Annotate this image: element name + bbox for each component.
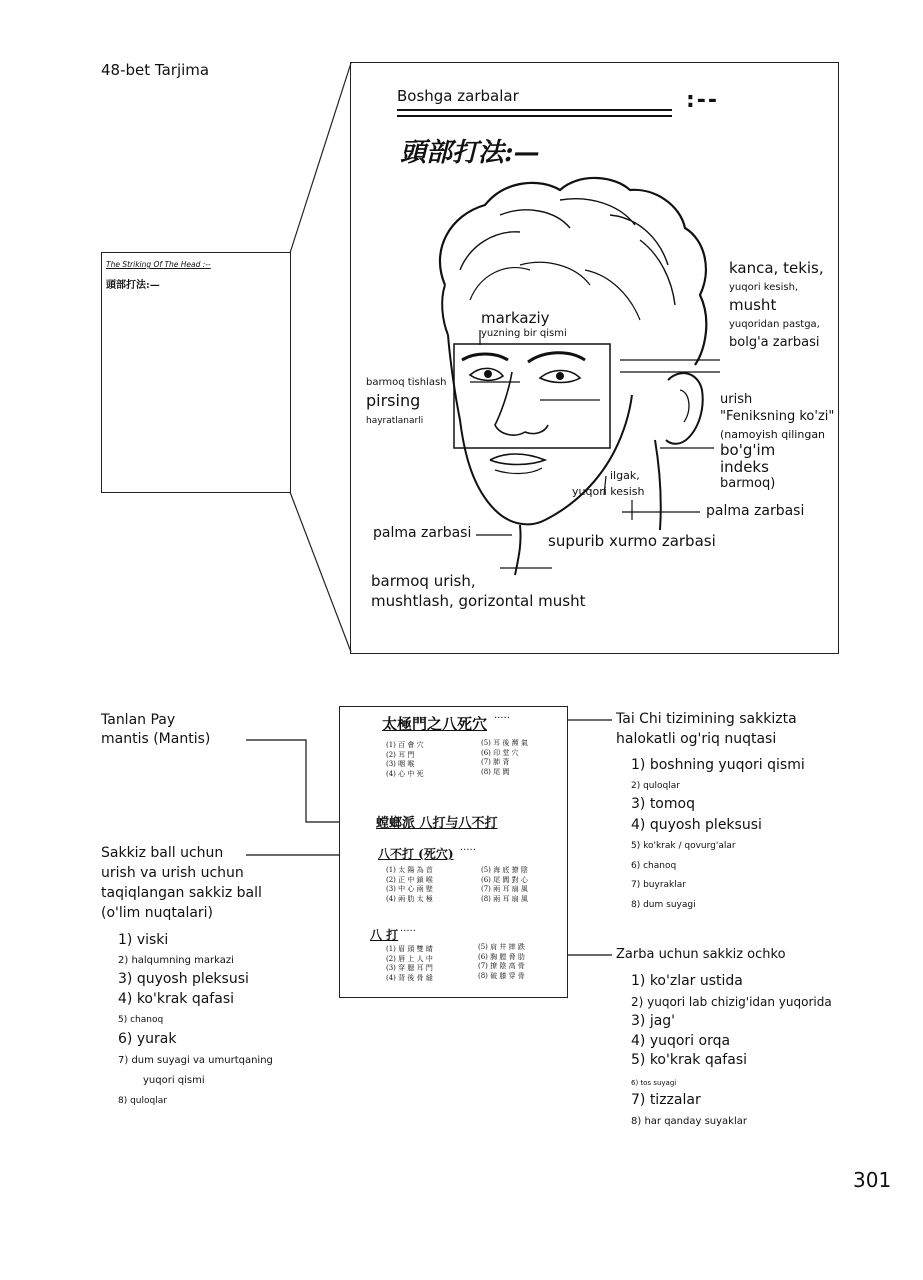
label-yuqori-kesish: yuqori kesish,: [729, 282, 799, 293]
label-urish: urish: [720, 392, 753, 407]
zarba-item-7: 7) tizzalar: [631, 1092, 701, 1108]
note-tai-chi: Tai Chi tizimining sakkizta: [616, 711, 797, 727]
left-item-7: 7) dum suyagi va umurtqaning: [118, 1055, 273, 1066]
label-ilgak: ilgak,: [610, 469, 640, 482]
note-mantis: mantis (Mantis): [101, 731, 211, 747]
cn-heading-4-suffix: ·····: [400, 926, 416, 937]
label-barmoq-tishlash: barmoq tishlash: [366, 377, 447, 388]
zarba-item-5: 5) ko'krak qafasi: [631, 1052, 747, 1068]
tai-item-3: 3) tomoq: [631, 796, 695, 812]
cn-heading-1-suffix: ·····: [494, 713, 510, 724]
zarba-item-8: 8) har qanday suyaklar: [631, 1116, 747, 1127]
cn-heading-3-suffix: ·····: [460, 845, 476, 856]
label-mushtlash: mushtlash, gorizontal musht: [371, 592, 586, 610]
label-bogim: bo'g'im: [720, 441, 776, 459]
label-kanca: kanca, tekis,: [729, 259, 824, 277]
cn-list-3-left: (1) 太 陽 為 首 (2) 正 中 鎖 喉 (3) 中 心 兩 壁 (4) 兩 肋 太 極: [386, 866, 433, 903]
label-bolga: bolg'a zarbasi: [729, 335, 820, 350]
note-urish-va: urish va urish uchun: [101, 865, 244, 881]
left-item-2: 2) halqumning markazi: [118, 955, 234, 966]
zoom-line-top: [290, 63, 351, 253]
label-yuzning: yuzning bir qismi: [481, 328, 567, 339]
tai-item-6: 6) chanoq: [631, 861, 677, 871]
zarba-item-6: 6) tos suyagi: [631, 1079, 677, 1087]
label-palma-right: palma zarbasi: [706, 503, 805, 519]
cn-list-1-left: (1) 百 會 穴 (2) 耳 門 (3) 咽 喉 (4) 心 中 死: [386, 741, 424, 778]
cn-list-4-left: (1) 眉 頭 雙 睛 (2) 唇 上 人 中 (3) 穿 腮 耳 門 (4) 背 後 骨 縫: [386, 945, 433, 982]
left-item-1: 1) viski: [118, 932, 169, 948]
left-item-4: 4) ko'krak qafasi: [118, 991, 234, 1007]
note-tanlan-pay: Tanlan Pay: [101, 712, 176, 728]
cn-heading-1: 太極門之八死穴: [382, 715, 488, 733]
tai-item-2: 2) quloqlar: [631, 781, 680, 791]
left-item-3: 3) quyosh pleksusi: [118, 971, 249, 987]
thumbnail-subtitle: 頭部打法:—: [106, 280, 160, 291]
zarba-item-4: 4) yuqori orqa: [631, 1033, 731, 1049]
label-namoyish: (namoyish qilingan: [720, 428, 826, 441]
note-olim: (o'lim nuqtalari): [101, 905, 214, 921]
figure-title-suffix: :--: [686, 88, 720, 113]
label-yuqoridan: yuqoridan pastga,: [729, 319, 820, 330]
tai-item-4: 4) quyosh pleksusi: [631, 817, 762, 833]
label-supurib: supurib xurmo zarbasi: [548, 532, 716, 550]
tai-item-1: 1) boshning yuqori qismi: [631, 757, 805, 773]
label-pirsing: pirsing: [366, 391, 421, 410]
left-item-8: 8) quloqlar: [118, 1096, 167, 1106]
label-hayratlanarli: hayratlanarli: [366, 416, 424, 426]
label-yuqori-kesish-2: yuqori kesish: [572, 485, 645, 498]
cn-heading-4: 八 打: [370, 928, 399, 942]
left-item-7b: yuqori qismi: [143, 1075, 205, 1086]
zarba-item-3: 3) jag': [631, 1013, 676, 1029]
zoom-line-bottom: [290, 492, 351, 652]
note-halokatli: halokatli og'riq nuqtasi: [616, 731, 777, 747]
left-item-6: 6) yurak: [118, 1031, 177, 1047]
page-number: 301: [853, 1168, 892, 1192]
cn-heading-3: 八不打 (死穴): [378, 847, 454, 861]
label-feniksning: "Feniksning ko'zi": [720, 409, 835, 424]
thumbnail-title: The Striking Of The Head :--: [106, 260, 211, 269]
note-taqiqlangan: taqiqlangan sakkiz ball: [101, 885, 262, 901]
cn-list-4-right: (5) 肩 井 摔 跌 (6) 胸 膛 脅 肋 (7) 撩 陰 高 骨 (8) 破 膝 穿 骨: [478, 943, 525, 980]
label-markaziy: markaziy: [481, 309, 550, 327]
label-musht: musht: [729, 296, 777, 314]
tai-item-8: 8) dum suyagi: [631, 900, 696, 910]
zarba-item-2: 2) yuqori lab chizig'idan yuqorida: [631, 995, 832, 1009]
label-indeks: indeks: [720, 458, 769, 476]
tai-item-5: 5) ko'krak / qovurg'alar: [631, 841, 736, 851]
tai-item-7: 7) buyraklar: [631, 880, 686, 890]
note-sakkiz-ball: Sakkiz ball uchun: [101, 845, 224, 861]
label-barmoq-urish: barmoq urish,: [371, 572, 476, 590]
left-item-5: 5) chanoq: [118, 1015, 164, 1025]
cn-list-1-right: (5) 耳 後 瀕 氣 (6) 印 堂 穴 (7) 肺 背 (8) 尾 閭: [481, 739, 528, 776]
zarba-item-1: 1) ko'zlar ustida: [631, 973, 743, 989]
figure-subtitle: 頭部打法:—: [400, 138, 540, 168]
page-header: 48-bet Tarjima: [101, 61, 210, 79]
cn-heading-2: 螳螂派 八打与八不打: [376, 816, 498, 831]
label-barmoq: barmoq): [720, 476, 776, 491]
label-palma-left: palma zarbasi: [373, 525, 472, 541]
note-zarba: Zarba uchun sakkiz ochko: [616, 947, 786, 962]
cn-list-3-right: (5) 海 底 撩 陰 (6) 尾 閭 對 心 (7) 兩 耳 扇 風 (8) 兩 耳 扇 風: [481, 866, 528, 903]
figure-title: Boshga zarbalar: [397, 87, 519, 105]
